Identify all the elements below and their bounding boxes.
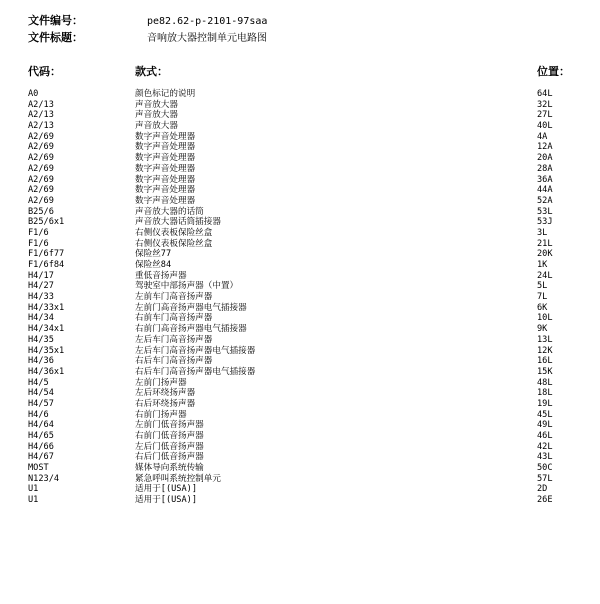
row-position: 64L bbox=[537, 89, 553, 99]
row-code: A2/69 bbox=[28, 195, 54, 206]
row-code: B25/6 bbox=[28, 206, 54, 217]
row-name: 媒体导向系统传输 bbox=[135, 463, 204, 474]
table-row bbox=[0, 164, 600, 175]
table-row bbox=[0, 239, 600, 250]
row-code: H4/33 bbox=[28, 292, 54, 303]
component-list bbox=[0, 89, 600, 506]
table-row bbox=[0, 420, 600, 431]
row-code: H4/54 bbox=[28, 388, 54, 399]
row-position: 20K bbox=[537, 249, 553, 260]
doc-title-label: 文件标题： bbox=[28, 31, 83, 44]
row-name: 数字声音处理器 bbox=[135, 153, 196, 164]
row-code: H4/66 bbox=[28, 441, 54, 452]
row-name: 颜色标记的说明 bbox=[135, 89, 196, 99]
row-name: 左后车门高音扬声器电气插接器 bbox=[135, 345, 256, 356]
doc-number-value: pe82.62-p-2101-97saa bbox=[147, 16, 268, 27]
table-row bbox=[0, 260, 600, 271]
row-position: 24L bbox=[537, 270, 553, 281]
table-row bbox=[0, 132, 600, 143]
table-row bbox=[0, 335, 600, 346]
table-row bbox=[0, 356, 600, 367]
row-code: A2/13 bbox=[28, 99, 54, 110]
row-code: A2/69 bbox=[28, 185, 54, 196]
doc-title-value: 音响放大器控制单元电路图 bbox=[147, 33, 267, 44]
row-code: H4/57 bbox=[28, 398, 54, 409]
row-position: 53J bbox=[537, 217, 553, 228]
row-code: H4/27 bbox=[28, 281, 54, 292]
row-name: 声音放大器话筒插接器 bbox=[135, 217, 221, 228]
table-row bbox=[0, 495, 600, 506]
row-name: 紧急呼叫系统控制单元 bbox=[135, 473, 221, 484]
row-name: 左前门高音扬声器电气插接器 bbox=[135, 302, 247, 313]
table-row bbox=[0, 153, 600, 164]
row-name: 右侧仪表板保险丝盒 bbox=[135, 238, 213, 249]
row-code: H4/17 bbox=[28, 270, 54, 281]
row-position: 49L bbox=[537, 420, 553, 431]
header-name: 款式： bbox=[135, 65, 168, 78]
row-code: H4/34x1 bbox=[28, 324, 65, 335]
row-position: 26E bbox=[537, 495, 553, 506]
table-row bbox=[0, 249, 600, 260]
row-code: H4/67 bbox=[28, 452, 54, 463]
table-row bbox=[0, 228, 600, 239]
row-position: 40L bbox=[537, 121, 553, 132]
row-name: 保险丝77 bbox=[135, 249, 172, 260]
row-code: H4/33x1 bbox=[28, 302, 65, 313]
row-position: 4A bbox=[537, 131, 548, 142]
row-position: 12K bbox=[537, 345, 553, 356]
row-name: 数字声音处理器 bbox=[135, 195, 196, 206]
table-row bbox=[0, 484, 600, 495]
row-name: 左后环绕扬声器 bbox=[135, 388, 196, 399]
row-position: 42L bbox=[537, 441, 553, 452]
row-code: U1 bbox=[28, 495, 39, 506]
table-row bbox=[0, 271, 600, 282]
row-name: 左前车门高音扬声器 bbox=[135, 292, 213, 303]
table-row bbox=[0, 142, 600, 153]
table-row bbox=[0, 207, 600, 218]
row-position: 7L bbox=[537, 292, 548, 303]
table-row bbox=[0, 185, 600, 196]
row-position: 3L bbox=[537, 227, 548, 238]
row-name: 数字声音处理器 bbox=[135, 131, 196, 142]
table-row bbox=[0, 292, 600, 303]
row-name: 重低音扬声器 bbox=[135, 270, 187, 281]
row-position: 18L bbox=[537, 388, 553, 399]
row-name: 右后环绕扬声器 bbox=[135, 398, 196, 409]
table-row bbox=[0, 346, 600, 357]
row-position: 6K bbox=[537, 302, 548, 313]
row-name: 右后车门高音扬声器 bbox=[135, 356, 213, 367]
row-name: 数字声音处理器 bbox=[135, 142, 196, 153]
row-position: 19L bbox=[537, 398, 553, 409]
document-meta bbox=[28, 12, 267, 46]
row-position: 32L bbox=[537, 99, 553, 110]
table-header bbox=[0, 63, 600, 79]
row-code: H4/36 bbox=[28, 356, 54, 367]
row-position: 2D bbox=[537, 484, 548, 495]
table-row bbox=[0, 175, 600, 186]
row-code: F1/6f84 bbox=[28, 260, 65, 270]
row-name: 左后门低音扬声器 bbox=[135, 441, 204, 452]
table-row bbox=[0, 399, 600, 410]
table-row bbox=[0, 281, 600, 292]
row-position: 36A bbox=[537, 174, 553, 185]
row-position: 46L bbox=[537, 431, 553, 441]
row-code: H4/35x1 bbox=[28, 345, 65, 356]
row-position: 48L bbox=[537, 377, 553, 388]
table-row bbox=[0, 303, 600, 314]
row-name: 声音放大器 bbox=[135, 110, 178, 121]
header-code: 代码： bbox=[28, 65, 61, 78]
row-code: A2/69 bbox=[28, 153, 54, 164]
row-name: 保险丝84 bbox=[135, 260, 172, 270]
row-code: F1/6 bbox=[28, 238, 49, 249]
row-name: 适用于[(USA)] bbox=[135, 484, 197, 495]
row-position: 53L bbox=[537, 206, 553, 217]
row-name: 声音放大器的话筒 bbox=[135, 206, 204, 217]
table-row bbox=[0, 324, 600, 335]
table-row bbox=[0, 313, 600, 324]
row-position: 21L bbox=[537, 238, 553, 249]
row-code: A2/69 bbox=[28, 131, 54, 142]
row-name: 右前门扬声器 bbox=[135, 409, 187, 420]
row-code: H4/64 bbox=[28, 420, 54, 431]
table-row bbox=[0, 121, 600, 132]
table-row bbox=[0, 431, 600, 442]
row-position: 9K bbox=[537, 324, 548, 335]
row-name: 右前车门高音扬声器 bbox=[135, 313, 213, 324]
row-position: 16L bbox=[537, 356, 553, 367]
row-name: 右前门高音扬声器电气插接器 bbox=[135, 324, 247, 335]
table-row bbox=[0, 110, 600, 121]
row-name: 数字声音处理器 bbox=[135, 163, 196, 174]
table-row bbox=[0, 442, 600, 453]
row-code: H4/35 bbox=[28, 334, 54, 345]
row-position: 57L bbox=[537, 473, 553, 484]
row-name: 左前门低音扬声器 bbox=[135, 420, 204, 431]
table-row bbox=[0, 217, 600, 228]
row-code: A2/13 bbox=[28, 121, 54, 132]
row-code: A2/69 bbox=[28, 142, 54, 153]
row-code: MOST bbox=[28, 463, 49, 474]
row-name: 数字声音处理器 bbox=[135, 174, 196, 185]
table-row bbox=[0, 452, 600, 463]
table-row bbox=[0, 463, 600, 474]
row-code: H4/65 bbox=[28, 431, 54, 441]
row-code: H4/36x1 bbox=[28, 366, 65, 377]
row-code: A2/69 bbox=[28, 174, 54, 185]
table-row bbox=[0, 474, 600, 485]
row-name: 左前门扬声器 bbox=[135, 377, 187, 388]
row-code: A2/13 bbox=[28, 110, 54, 121]
row-code: F1/6 bbox=[28, 227, 49, 238]
row-position: 44A bbox=[537, 185, 553, 196]
row-name: 右侧仪表板保险丝盒 bbox=[135, 227, 213, 238]
row-position: 13L bbox=[537, 334, 553, 345]
row-position: 1K bbox=[537, 260, 548, 270]
row-position: 15K bbox=[537, 366, 553, 377]
row-position: 20A bbox=[537, 153, 553, 164]
doc-title-row bbox=[28, 29, 267, 46]
row-code: H4/6 bbox=[28, 409, 49, 420]
row-position: 5L bbox=[537, 281, 548, 292]
table-row bbox=[0, 196, 600, 207]
row-code: B25/6x1 bbox=[28, 217, 65, 228]
row-code: U1 bbox=[28, 484, 39, 495]
row-code: A2/69 bbox=[28, 163, 54, 174]
row-name: 驾驶室中部扬声器（中置） bbox=[135, 281, 239, 292]
row-name: 声音放大器 bbox=[135, 121, 178, 132]
row-code: N123/4 bbox=[28, 473, 60, 484]
row-position: 28A bbox=[537, 163, 553, 174]
row-name: 适用于[(USA)] bbox=[135, 495, 197, 506]
row-code: F1/6f77 bbox=[28, 249, 65, 260]
row-position: 27L bbox=[537, 110, 553, 121]
row-code: A0 bbox=[28, 89, 39, 99]
row-name: 右后门低音扬声器 bbox=[135, 452, 204, 463]
header-position: 位置： bbox=[537, 65, 570, 78]
row-name: 数字声音处理器 bbox=[135, 185, 196, 196]
row-position: 45L bbox=[537, 409, 553, 420]
row-position: 43L bbox=[537, 452, 553, 463]
table-row bbox=[0, 388, 600, 399]
row-code: H4/5 bbox=[28, 377, 49, 388]
row-name: 右后车门高音扬声器电气插接器 bbox=[135, 366, 256, 377]
row-position: 52A bbox=[537, 195, 553, 206]
table-row bbox=[0, 89, 600, 100]
table-row bbox=[0, 100, 600, 111]
doc-number-label: 文件编号： bbox=[28, 14, 83, 27]
row-name: 声音放大器 bbox=[135, 99, 178, 110]
row-code: H4/34 bbox=[28, 313, 54, 324]
row-name: 右前门低音扬声器 bbox=[135, 431, 204, 441]
table-row bbox=[0, 378, 600, 389]
table-row bbox=[0, 410, 600, 421]
doc-number-row bbox=[28, 12, 267, 29]
row-name: 左后车门高音扬声器 bbox=[135, 334, 213, 345]
row-position: 12A bbox=[537, 142, 553, 153]
row-position: 50C bbox=[537, 463, 553, 474]
row-position: 10L bbox=[537, 313, 553, 324]
table-row bbox=[0, 367, 600, 378]
